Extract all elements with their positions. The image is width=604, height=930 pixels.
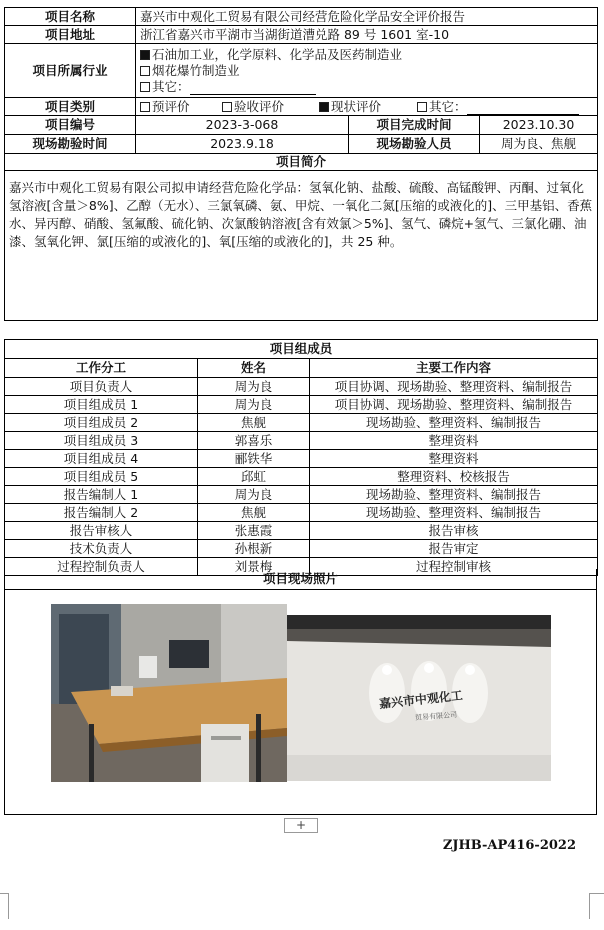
project-industry-label: 项目所属行业	[5, 44, 136, 98]
other-input-line[interactable]	[467, 114, 579, 115]
category-options	[136, 98, 598, 116]
page-corner-mark	[0, 893, 9, 894]
column-header-name: 姓名	[198, 359, 310, 378]
project-info-table	[4, 7, 598, 321]
member-role: 报告审核人	[5, 522, 198, 540]
other-input-line[interactable]	[190, 94, 316, 95]
photos-title: 项目现场照片	[5, 569, 596, 590]
checkbox-icon[interactable]	[222, 102, 232, 112]
member-work: 现场勘验、整理资料、编制报告	[310, 414, 598, 432]
member-role: 技术负责人	[5, 540, 198, 558]
member-name: 孙根新	[198, 540, 310, 558]
table-row	[5, 540, 598, 558]
checkbox-icon[interactable]	[417, 102, 427, 112]
project-category-label: 项目类别	[5, 98, 136, 116]
complete-time-label: 项目完成时间	[349, 116, 480, 135]
member-work: 现场勘验、整理资料、编制报告	[310, 504, 598, 522]
project-address-label: 项目地址	[5, 26, 136, 44]
category-option[interactable]: 其它：	[417, 99, 579, 115]
company-sign-photo	[287, 615, 551, 781]
member-role: 项目组成员 5	[5, 468, 198, 486]
member-role: 报告编制人 1	[5, 486, 198, 504]
checkbox-checked-icon[interactable]	[140, 50, 150, 60]
photos-section	[4, 569, 597, 815]
office-photo	[51, 604, 287, 782]
table-row	[5, 396, 598, 414]
column-header-work: 主要工作内容	[310, 359, 598, 378]
project-number-value: 2023-3-068	[136, 116, 349, 135]
member-name: 张惠霞	[198, 522, 310, 540]
member-name: 周为良	[198, 378, 310, 396]
survey-time-value: 2023.9.18	[136, 135, 349, 154]
survey-people-label: 现场勘验人员	[349, 135, 480, 154]
sign-company-subtext: 贸易有限公司	[414, 710, 458, 722]
member-role: 项目负责人	[5, 378, 198, 396]
table-row	[5, 432, 598, 450]
member-name: 郭喜乐	[198, 432, 310, 450]
member-name: 刘景梅	[198, 558, 310, 576]
members-table	[4, 339, 598, 576]
project-address-value: 浙江省嘉兴市平湖市当湖街道漕兑路 89 号 1601 室-10	[136, 26, 598, 44]
member-work: 项目协调、现场勘验、整理资料、编制报告	[310, 396, 598, 414]
survey-people-value: 周为良、焦舰	[480, 135, 598, 154]
table-row	[5, 522, 598, 540]
member-name: 焦舰	[198, 414, 310, 432]
member-role: 项目组成员 4	[5, 450, 198, 468]
table-row	[5, 378, 598, 396]
member-role: 报告编制人 2	[5, 504, 198, 522]
table-row	[5, 450, 598, 468]
project-name-value: 嘉兴市中观化工贸易有限公司经营危险化学品安全评价报告	[136, 8, 598, 26]
complete-time-value: 2023.10.30	[480, 116, 598, 135]
member-role: 项目组成员 3	[5, 432, 198, 450]
member-work: 整理资料	[310, 450, 598, 468]
page-corner-mark	[0, 893, 9, 919]
member-work: 报告审定	[310, 540, 598, 558]
checkbox-icon[interactable]	[140, 82, 150, 92]
project-name-label: 项目名称	[5, 8, 136, 26]
checkbox-icon[interactable]	[140, 102, 150, 112]
member-work: 项目协调、现场勘验、整理资料、编制报告	[310, 378, 598, 396]
survey-time-label: 现场勘验时间	[5, 135, 136, 154]
industry-options	[136, 44, 598, 98]
project-number-label: 项目编号	[5, 116, 136, 135]
checkbox-icon[interactable]	[140, 66, 150, 76]
table-row	[5, 504, 598, 522]
industry-option[interactable]: 烟花爆竹制造业	[140, 63, 593, 79]
table-row	[5, 414, 598, 432]
page-corner-mark	[590, 893, 604, 894]
members-title: 项目组成员	[5, 340, 598, 359]
add-row-button[interactable]: +	[284, 818, 318, 833]
category-option[interactable]: 现状评价	[319, 99, 417, 115]
page-corner-mark	[589, 893, 598, 919]
member-work: 整理资料	[310, 432, 598, 450]
intro-title: 项目简介	[5, 154, 598, 171]
member-work: 现场勘验、整理资料、编制报告	[310, 486, 598, 504]
checkbox-checked-icon[interactable]	[319, 102, 329, 112]
member-name: 郦铁华	[198, 450, 310, 468]
member-work: 过程控制审核	[310, 558, 598, 576]
document-code: ZJHB-AP416-2022	[442, 838, 576, 853]
intro-text: 嘉兴市中观化工贸易有限公司拟申请经营危险化学品：氢氧化钠、盐酸、硫酸、高锰酸钾、丙酮、过氧化氢溶液[含量＞8%]、乙醇（无水）、三氯氧磷、氨、甲烷、一氧化二氮[压缩的或液化的]、三甲基铝、香蕉水、异丙醇、硝酸、氢氟酸、硫化钠、次氯酸钠溶液[含有效氯＞5%]、氢气、磷烷+氢气、三氯化硼、油漆、氢氧化钾、氯[压缩的或液化的]、氧[压缩的或液化的]，共 25 种。	[5, 171, 598, 321]
member-role: 过程控制负责人	[5, 558, 198, 576]
member-role: 项目组成员 2	[5, 414, 198, 432]
member-work: 报告审核	[310, 522, 598, 540]
column-header-role: 工作分工	[5, 359, 198, 378]
member-work: 整理资料、校核报告	[310, 468, 598, 486]
member-name: 周为良	[198, 396, 310, 414]
table-row	[5, 468, 598, 486]
industry-option[interactable]: 其它：	[140, 79, 593, 95]
sign-company-text: 嘉兴市中观化工	[378, 688, 464, 711]
member-name: 焦舰	[198, 504, 310, 522]
category-option[interactable]: 预评价	[140, 99, 222, 115]
member-name: 周为良	[198, 486, 310, 504]
category-option[interactable]: 验收评价	[222, 99, 319, 115]
member-role: 项目组成员 1	[5, 396, 198, 414]
table-row	[5, 486, 598, 504]
member-name: 邱虹	[198, 468, 310, 486]
industry-option[interactable]: 石油加工业，化学原料、化学品及医药制造业	[140, 47, 593, 63]
